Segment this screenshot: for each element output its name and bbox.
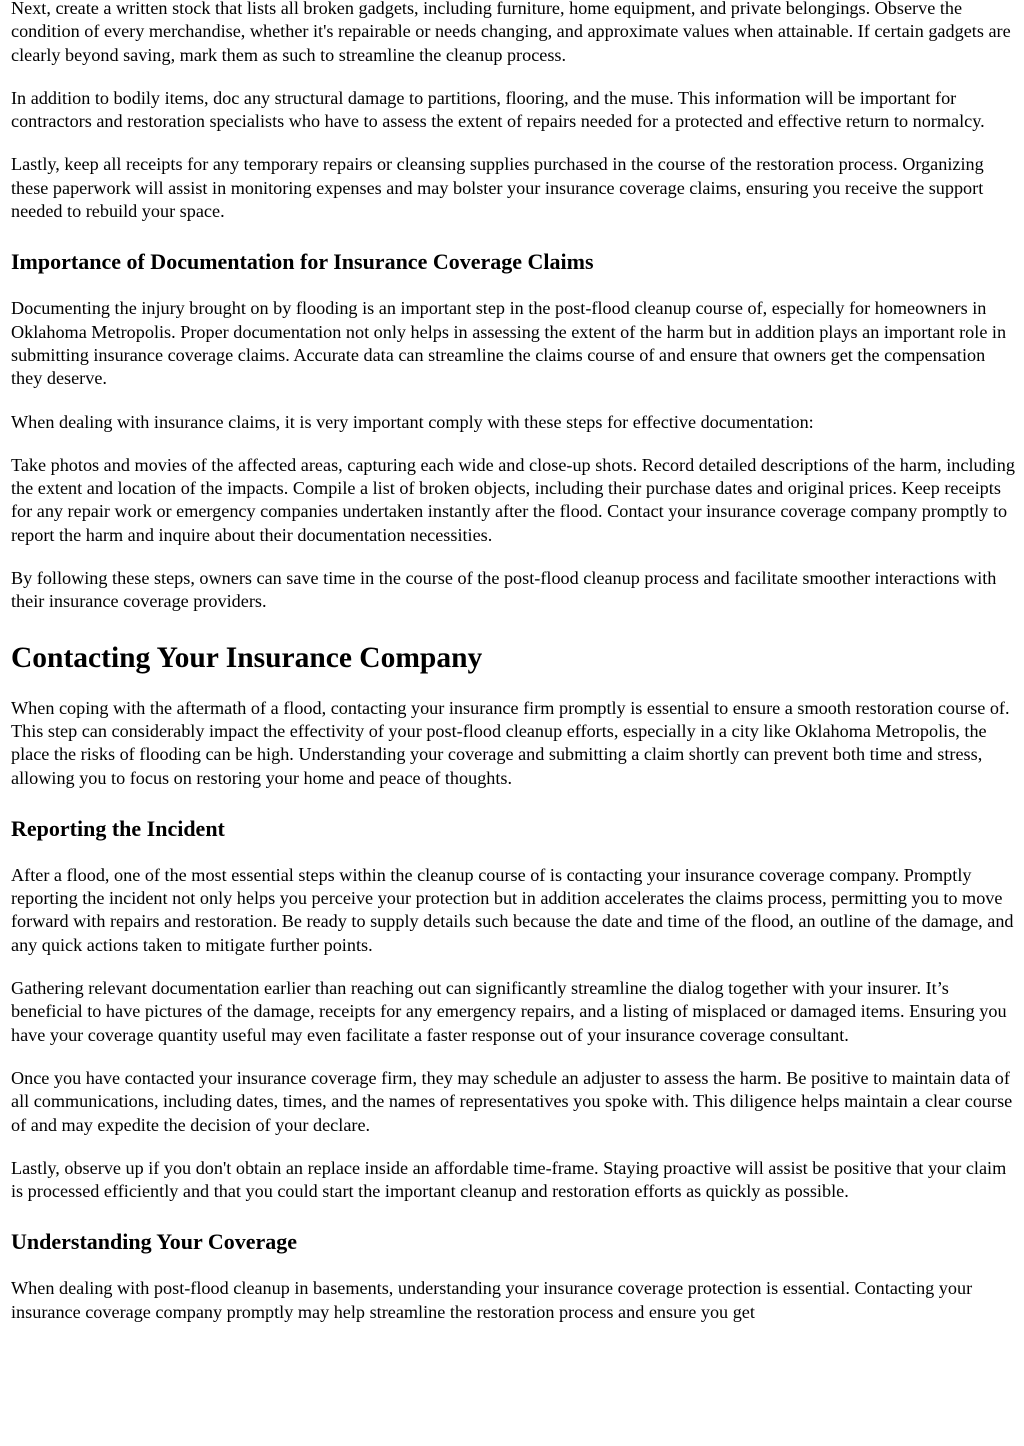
paragraph-adjuster: Once you have contacted your insurance coverage firm, they may schedule an adjuster to assess the harm. Be positive to maintain data of all communications, including dates, times, and the names of representatives you spoke with. This diligence helps maintain a clear course of and may expedite the decision of your declare.	[11, 1067, 1013, 1135]
paragraph-claims-steps: Take photos and movies of the affected areas, capturing each wide and close-up shots. Record detailed descriptions of the harm, including the extent and location of the impacts. Compile a list of broken objects, including their purchase dates and original prices. Keep receipts for any repair work or emergency companies undertaken instantly after the flood. Contact your insurance coverage company promptly to report the harm and inquire about their documentation necessities.	[11, 454, 1015, 545]
heading-contacting-insurance: Contacting Your Insurance Company	[11, 641, 483, 674]
paragraph-after-flood: After a flood, one of the most essential steps within the cleanup course of is contacting your insurance coverage company. Promptly reporting the incident not only helps you perceive your protection but in addition accelerates the claims process, permitting you to move forward with repairs and restoration. Be ready to supply details such because the date and time of the flood, an outline of the damage, and any quick actions taken to mitigate further points.	[11, 864, 1014, 955]
heading-documentation-importance: Importance of Documentation for Insurance Coverage Claims	[11, 249, 594, 275]
paragraph-follow-up: Lastly, observe up if you don't obtain an replace inside an affordable time-frame. Staying proactive will assist be positive that your claim is processed efficiently and that you could start the important cleanup and restoration efforts as quickly as possible.	[11, 1157, 1007, 1202]
paragraph-documenting-injury: Documenting the injury brought on by flooding is an important step in the post-flood cleanup course of, especially for homeowners in Oklahoma Metropolis. Proper documentation not only helps in assessing the extent of the harm but in addition plays an important role in submitting insurance coverage claims. Accurate data can streamline the claims course of and ensure that owners get the compensation they deserve.	[11, 298, 1007, 389]
paragraph-receipts: Lastly, keep all receipts for any temporary repairs or cleansing supplies purchased in the course of the restoration process. Organizing these paperwork will assist in monitoring expenses and may bolster your insurance coverage claims, ensuring you receive the support needed to rebuild your space.	[11, 154, 984, 222]
paragraph-inventory: Next, create a written stock that lists all broken gadgets, including furniture, home equipment, and private belongings. Observe the condition of every merchandise, whether it's repairable or needs changing, and approximate values when attainable. If certain gadgets are clearly beyond saving, mark them as such to streamline the cleanup process.	[11, 0, 1011, 65]
heading-understanding-coverage: Understanding Your Coverage	[11, 1229, 298, 1255]
heading-reporting-incident: Reporting the Incident	[11, 815, 225, 841]
paragraph-gathering-documentation: Gathering relevant documentation earlier than reaching out can significantly streamline the dialog together with your insurer. It’s beneficial to have pictures of the damage, receipts for any emergency repairs, and a listing of misplaced or damaged items. Ensuring you have your coverage quantity useful may even facilitate a faster response out of your insurance coverage consultant.	[11, 978, 1007, 1045]
paragraph-structural-damage: In addition to bodily items, doc any structural damage to partitions, flooring, and the muse. This information will be important for contractors and restoration specialists who have to assess the extent of repairs needed for a protected and effective return to normalcy.	[11, 87, 985, 132]
paragraph-aftermath: When coping with the aftermath of a flood, contacting your insurance firm promptly is essential to ensure a smooth restoration course of. This step can considerably impact the effectivity of your post-flood cleanup efforts, especially in a city like Oklahoma Metropolis, the place the risks of flooding can be high. Understanding your coverage and submitting a claim shortly can prevent both time and stress, allowing you to focus on restoring your home and peace of thoughts.	[11, 697, 1010, 788]
paragraph-coverage-intro: When dealing with post-flood cleanup in basements, understanding your insurance coverage protection is essential. Contacting your insurance coverage company promptly may help streamline the restoration process and ensure you get	[11, 1278, 973, 1322]
paragraph-following-steps: By following these steps, owners can save time in the course of the post-flood cleanup process and facilitate smoother interactions with their insurance coverage providers.	[11, 568, 997, 612]
paragraph-claims-steps-intro: When dealing with insurance claims, it is very important comply with these steps for effective documentation:	[11, 411, 814, 432]
